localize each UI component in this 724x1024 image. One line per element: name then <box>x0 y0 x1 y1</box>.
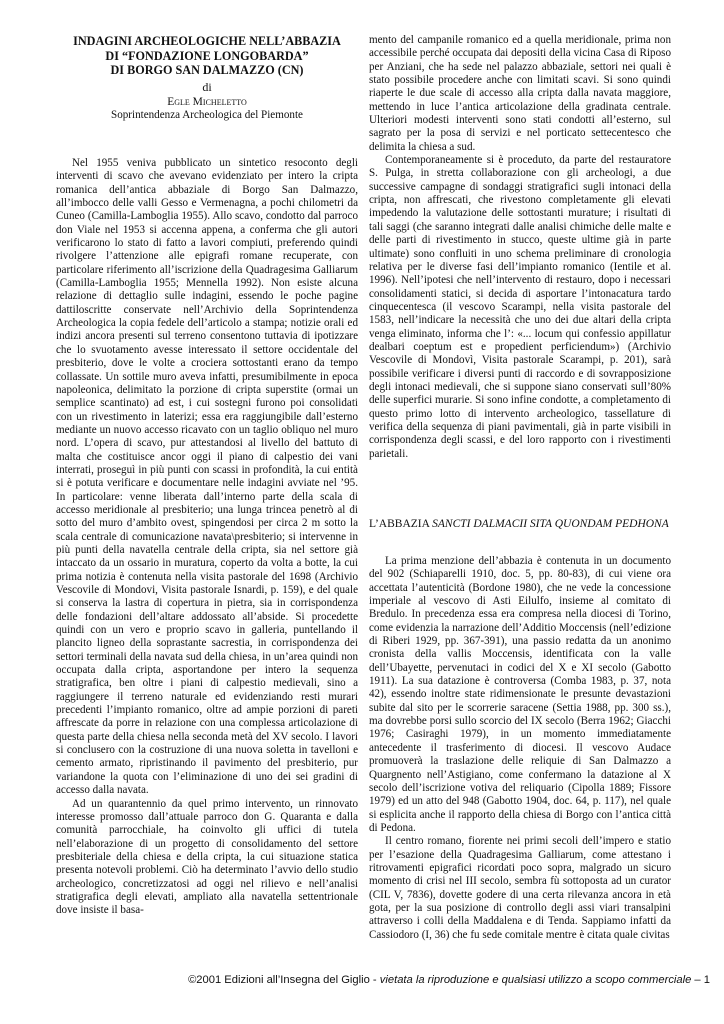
body-paragraph: Nel 1955 veniva pubblicato un sintetico resoconto degli interventi di scavo che avevano evidenziato per intero la cripta romanica dell’antica abbaziale di Borgo San Dalmazzo, all’imbocco delle valli Gesso e Vermenagna, a pochi chilometri da Cuneo (Camilla-Lamboglia 1955). Allo scavo, condotto dal parroco don Viale nel 1953 si accenna appena, a conferma che gli autori verificarono lo stato di fatto a lavori compiuti, preferendo quindi rivolgere l’attenzione alle epigrafi romane recuperate, con particolare riferimento all’iscrizione della Quadragesima Galliarum (Camilla-Lamboglia 1955; Mennella 1992). Non esiste alcuna relazione di dettaglio sulle indagini, essendo le poche pagine dattiloscritte conservate nell’Archivio della Soprintendenza Archeologica la copia fedele dell’articolo a stampa; notizie orali ed indizi ancora presenti sul terreno consentono tuttavia di ipotizzare che lo svuotamento avesse interessato il settore occidentale del presbiterio, dove le volte a crociera sottostanti erano da tempo collassate. Un sottile muro aveva infatti, presumibilmente in epoca napoleonica, delimitato la porzione di cripta superstite (ormai un semplice scantinato) ad est, i cui sostegni furono poi consolidati con un rivestimento in laterizi; essa era raggiungibile dall’esterno mediante un nuovo accesso ricavato con un taglio obliquo nel muro nord. L’opera di scavo, pur attestandosi al livello del battuto di malta che costituisce ancor oggi il piano di calpestio dei vani interrati, proseguì in più punti con scassi in profondità, la cui entità si è potuta verificare e documentare nelle indagini avviate nel ’95. In particolare: venne liberata dall’interno parte della scala di accesso meridionale al presbiterio; una lunga trincea penetrò al di sotto del muro d’ambito ovest, spingendosi per circa 2 m sotto la scala centrale di comunicazione navata\presbiterio; si intervenne in più punti della navatella centrale della cripta, sia nel settore già intaccato da un ossario in muratura, coperto da volta a botte, la cui prima notizia è contenuta nella visita pastorale del 1698 (Archivio Vescovile di Mondovi, Visita pastorale Isnardi, p. 159), e del quale si conserva la lastra di copertura in pietra, sia in corrispondenza delle fondazioni dell’altare addossato all’abside. Si procedette quindi con un vero e proprio scavo in galleria, puntellando il plancito ligneo della soprastante sacrestia, in corrispondenza dei settori terminali della navata sud della chiesa, in un’area quindi non occupata dalla cripta, asportandone per intero la sequenza stratigrafica, ben oltre i piani di calpestio medievali, sino a raggiungere il terreno naturale ed evidenziando resti murari precedenti l’impianto romanico, oltre ad ampie porzioni di pareti affrescate da porre in relazione con una complessa articolazione di questa parte della chiesa nella seconda metà del XV secolo. I lavori si conclusero con la costruzione di una nuova soletta in tavelloni e cemento armato, ripristinando il pavimento del presbiterio, pur variandone la quota con l’eliminazione di uno dei sei gradini di accesso dalla navata. <box>56 157 358 797</box>
right-column <box>369 34 671 942</box>
left-column <box>56 34 358 918</box>
article-title-line-2: DI “FONDAZIONE LONGOBARDA” <box>105 48 309 63</box>
page-footer <box>30 973 710 987</box>
article-title-line-3: DI BORGO SAN DALMAZZO (CN) <box>110 63 304 77</box>
article-title-line-1: INDAGINI ARCHEOLOGICHE NELL’ABBAZIA <box>73 34 341 48</box>
body-paragraph: La prima menzione dell’abbazia è contenuta in un documento del 902 (Schiaparelli 1910, doc. 5, pp. 80-83), di cui viene ora accettata l’autenticità (Bordone 1980), che ne vede la concessione imperiale al vescovo di Asti Eilulfo, insieme al comitato di Bredulo. In precedenza essa era compresa nella diocesi di Torino, come evidenzia la narrazione dell’Additio Moccensis (nell’edizione di Riberi 1929, pp. 367-391), una passio redatta da un anonimo cronista della vallis Moccensis, identificata con la valle dell’Ubayette, pervenutaci in codici del X e XI secolo (Gabotto 1911). La sua datazione è controversa (Comba 1983, p. 37, nota 42), essendo inoltre state ridimensionate le presunte devastazioni subite dal sito per le scorrerie saracene (Settia 1988, pp. 300 ss.), ma dovrebbe porsi sullo scorcio del IX secolo (Berra 1962; Giacchi 1976; Casiraghi 1979), in un momento immediatamente antecedente il trasferimento di diocesi. Il vescovo Audace promuoverà la traslazione delle reliquie di San Dalmazzo a Quargnento nell’Astigiano, come confermano la datazione al X secolo dell’iscrizione votiva del reliquario (Cipolla 1889; Fissore 1979) ed un atto del 948 (Gabotto 1904, doc. 64, p. 117), nel quale si esplicita anche il rapporto della chiesa di Borgo con l’antica città di Pedona. <box>369 555 671 834</box>
page-number: – 1 <box>691 974 710 986</box>
section-heading-plain: L’ABBAZIA <box>369 518 433 530</box>
body-paragraph: Ad un quarantennio da quel primo intervento, un rinnovato interesse promosso dall’attuale parroco don G. Quaranta e dalla comunità parrocchiale, ha coinvolto gli uffici di tutela nell’elaborazione di un progetto di consolidamento del settore presbiteriale della chiesa e della cripta, la cui situazione statica presenta notevoli problemi. Ciò ha determinato l’avvio dello studio archeologico, concretizzatosi ad oggi nel rilievo e nell’analisi stratigrafica degli elevati, ampliato alla navatella settentrionale dove insiste il basa- <box>56 797 358 917</box>
section-heading-italic: SANCTI DALMACII SITA QUONDAM PEDHONA <box>432 518 669 530</box>
section-heading <box>369 517 671 531</box>
article-header <box>56 34 358 122</box>
footer-notice: vietata la riproduzione e qualsiasi utilizzo a scopo commerciale <box>379 974 692 986</box>
body-paragraph: mento del campanile romanico ed a quella meridionale, prima non accessibile perché occupata dai depositi della vicina Casa di Riposo per Anziani, che ha sede nel palazzo abbaziale, settori nei quali è stato possibile procedere anche con limitati scavi. Si sono quindi riaperte le due scale di accesso alla cripta dalla navata maggiore, mettendo in luce l’antica articolazione della gradinata centrale. Ulteriori modesti interventi sono stati condotti all’esterno, sul sagrato per la posa di servizi e nel porticato settecentesco che delimita la chiesa a sud. <box>369 34 671 153</box>
body-paragraph: Il centro romano, fiorente nei primi secoli dell’impero e statio per l’esazione della Quadragesima Galliarum, come attestano i ritrovamenti epigrafici ricordati poco sopra, malgrado un sicuro momento di crisi nel III secolo, sembra fù sottoposta ad un curator (CIL V, 7836), dovette godere di una certa rilevanza ancora in età gota, per la sua posizione di controllo degli assi viari transalpini attraverso i colli della Maddalena e di Tenda. Sappiamo infatti da Cassiodoro (I, 36) che fu sede comitale mentre è citata quale civitas <box>369 835 671 941</box>
author-affiliation: Soprintendenza Archeologica del Piemonte <box>111 108 303 121</box>
author-name: Egle Micheletto <box>167 95 247 108</box>
body-paragraph: Contemporaneamente si è proceduto, da parte del restauratore S. Pulga, in stretta collaborazione con gli archeologi, a due successive campagne di sondaggi stratigrafici sugli intonaci della cripta, non affrescati, che rivestono completamente gli elevati impedendo la valutazione delle sottostanti murature; i risultati di tali saggi (che saranno integrati dalle analisi chimiche delle malte e delle parti di rivestimento in stucco, queste ultime già in parte ultimate) sono confluiti in uno schema preliminare di cronologia relativa per le diverse fasi dell’impianto romanico (Ientile et al. 1996). Nell’ipotesi che nell’intervento di restauro, dopo i necessari consolidamenti statici, si decida di asportare l’intonacatura tardo cinquecentesca (il vescovo Scarampi, nella visita pastorale del 1583, nell’indicare la necessità che uno dei due altari della cripta venga eliminato, informa che l’: «... locum qui confessio appillatur dealbari coeptum est e propedient perficiendum») (Archivio Vescovile di Mondovì, Visita pastorale Scarampi, p. 201), sarà possibile verificare i diversi punti di raccordo e di sovrapposizione degli intonaci medievali, che si suppone siano conservati sull’80% delle superfici murarie. Si sono infine condotte, a completamento di questo primo lotto di intervento archeologico, tassellature di verifica della sequenza di piani pavimentali, già in parte visibili in corrispondenza degli scassi, e del loro rapporto con i rivestimenti parietali. <box>369 154 671 460</box>
footer-copyright: ©2001 Edizioni all’Insegna del Giglio - <box>188 974 380 986</box>
by-line: di <box>202 79 212 94</box>
